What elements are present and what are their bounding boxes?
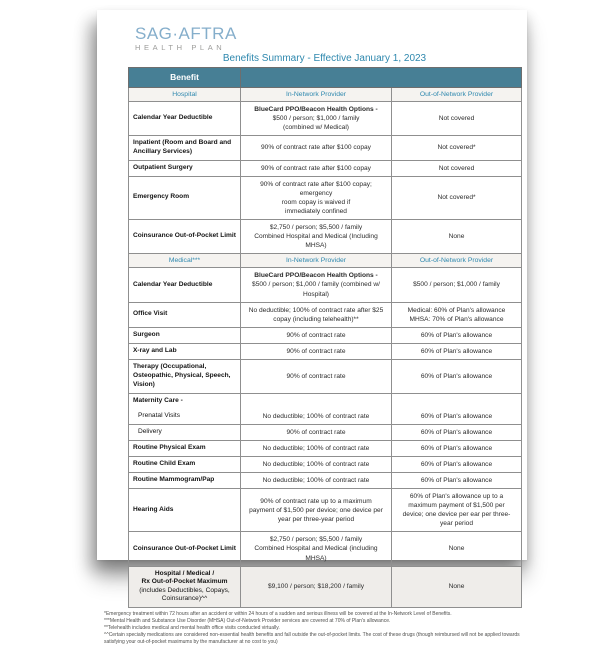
- benefit-label: Therapy (Occupational, Osteopathic, Physical, Speech, Vision): [129, 359, 241, 393]
- in-network-value: 90% of contract rate: [241, 343, 392, 359]
- in-network-value: 90% of contract rate: [241, 424, 392, 440]
- out-of-network-value: 60% of Plan's allowance: [392, 472, 522, 488]
- out-of-network-value: Medical: 60% of Plan's allowance MHSA: 70% of Plan's allowance: [392, 302, 522, 327]
- benefit-label: Routine Mammogram/Pap: [129, 472, 241, 488]
- section-header-cell: Out-of-Network Provider: [392, 254, 522, 268]
- table-row: [129, 532, 522, 566]
- in-network-value: 90% of contract rate up to a maximum payment of $1,500 per device; one device per year per three-year period: [241, 489, 392, 532]
- in-network-value: 90% of contract rate: [241, 359, 392, 393]
- footnote: ***Mental Health and Substance Use Disorder (MHSA) Out-of-Network Provider services are covered at 70% of Plan's allowance.: [104, 617, 391, 624]
- section-header-row: [129, 87, 522, 101]
- out-of-network-value: 60% of Plan's allowance: [392, 440, 522, 456]
- in-network-value: No deductible; 100% of contract rate: [241, 472, 392, 488]
- in-network-value: 90% of contract rate after $100 copay: [241, 160, 392, 176]
- section-header-row: [129, 254, 522, 268]
- benefit-label: Hearing Aids: [129, 489, 241, 532]
- in-network-value: 90% of contract rate: [241, 327, 392, 343]
- benefit-label: X-ray and Lab: [129, 343, 241, 359]
- benefit-label: Routine Physical Exam: [129, 440, 241, 456]
- in-network-value: $9,100 / person; $18,200 / family: [241, 566, 392, 607]
- out-of-network-value: 60% of Plan's allowance: [392, 409, 522, 425]
- benefit-label: Delivery: [129, 424, 241, 440]
- footnotes: [104, 611, 523, 646]
- benefit-header-spacer: [241, 67, 522, 87]
- table-row: [129, 359, 522, 393]
- section-header-cell: In-Network Provider: [241, 87, 392, 101]
- sag-aftra-logo: [135, 25, 527, 52]
- out-of-network-value: Not covered: [392, 160, 522, 176]
- table-row: [129, 489, 522, 532]
- out-of-network-value: Not covered*: [392, 176, 522, 219]
- table-row: [129, 101, 522, 135]
- footnote: ^^Certain specialty medications are considered non-essential health benefits and fall outside the out-of-pocket limits. The cost of these drugs (though reimbursed will not be applied towards satisfying your out-of-pocket maximums by the manufacturer at no cost to you): [104, 631, 520, 645]
- page-title: Benefits Summary - Effective January 1, 2023: [222, 52, 427, 64]
- benefit-label: Hospital / Medical / Rx Out-of-Pocket Maximum (includes Deductibles, Copays, Coinsurance)^^: [129, 566, 241, 607]
- in-network-value: No deductible; 100% of contract rate: [241, 456, 392, 472]
- benefit-label: Routine Child Exam: [129, 456, 241, 472]
- in-network-value: No deductible; 100% of contract rate after $25 copay (including telehealth)**: [241, 302, 392, 327]
- empty-cell: [241, 393, 392, 408]
- in-network-value: BlueCard PPO/Beacon Health Options - $500 / person; $1,000 / family (combined w/ Hospital): [241, 268, 392, 302]
- section-header-cell: Medical***: [129, 254, 241, 268]
- table-row: [129, 327, 522, 343]
- out-of-network-value: None: [392, 220, 522, 254]
- benefit-label: Office Visit: [129, 302, 241, 327]
- out-of-network-value: 60% of Plan's allowance: [392, 343, 522, 359]
- footnote: **Telehealth includes medical and mental health office visits conducted virtually.: [104, 624, 280, 631]
- group-label-row: [129, 393, 522, 408]
- in-network-value: $2,750 / person; $5,500 / family Combined Hospital and Medical (Including MHSA): [241, 220, 392, 254]
- table-row: [129, 268, 522, 302]
- in-network-value: 90% of contract rate after $100 copay: [241, 135, 392, 160]
- out-of-network-value: 60% of Plan's allowance: [392, 327, 522, 343]
- out-of-network-value: None: [392, 566, 522, 607]
- out-of-network-value: 60% of Plan's allowance: [392, 456, 522, 472]
- benefit-header-cell: Benefit: [129, 67, 241, 87]
- out-of-network-value: $500 / person; $1,000 / family: [392, 268, 522, 302]
- benefit-label: Outpatient Surgery: [129, 160, 241, 176]
- benefit-label: Calendar Year Deductible: [129, 101, 241, 135]
- logo-tagline: HEALTH PLAN: [135, 43, 226, 52]
- in-network-value: BlueCard PPO/Beacon Health Options - $500 / person; $1,000 / family (combined w/ Medical): [241, 101, 392, 135]
- table-row: [129, 176, 522, 219]
- benefit-label: Calendar Year Deductible: [129, 268, 241, 302]
- footnote: *Emergency treatment within 72 hours after an accident or within 24 hours of a sudden and serious illness will be covered at the In-Network Level of Benefits.: [104, 610, 452, 617]
- table-row: [129, 220, 522, 254]
- benefit-header-row: [129, 67, 522, 87]
- benefit-label: Prenatal Visits: [129, 409, 241, 425]
- table-row: [129, 343, 522, 359]
- document-page: [97, 10, 527, 645]
- empty-cell: [392, 393, 522, 408]
- out-of-network-value: Not covered*: [392, 135, 522, 160]
- logo-wordmark: SAG·AFTRA: [135, 24, 237, 43]
- in-network-value: No deductible; 100% of contract rate: [241, 409, 392, 425]
- in-network-value: 90% of contract rate after $100 copay; emergency room copay is waived if immediately confined: [241, 176, 392, 219]
- benefits-table: [128, 67, 522, 608]
- table-row: [129, 409, 522, 425]
- out-of-network-value: 60% of Plan's allowance: [392, 359, 522, 393]
- benefit-label: Coinsurance Out-of-Pocket Limit: [129, 220, 241, 254]
- table-row: [129, 456, 522, 472]
- in-network-value: No deductible; 100% of contract rate: [241, 440, 392, 456]
- in-network-value: $2,750 / person; $5,500 / family Combined Hospital and Medical (including MHSA): [241, 532, 392, 566]
- benefit-label: Inpatient (Room and Board and Ancillary Services): [129, 135, 241, 160]
- out-of-network-value: 60% of Plan's allowance up to a maximum payment of $1,500 per device; one device per ear per three-year period: [392, 489, 522, 532]
- table-row: [129, 302, 522, 327]
- out-of-network-value: 60% of Plan's allowance: [392, 424, 522, 440]
- table-row: [129, 135, 522, 160]
- benefit-label: Emergency Room: [129, 176, 241, 219]
- out-of-network-value: Not covered: [392, 101, 522, 135]
- benefit-label: Coinsurance Out-of-Pocket Limit: [129, 532, 241, 566]
- table-row: [129, 160, 522, 176]
- total-row: [129, 566, 522, 607]
- out-of-network-value: None: [392, 532, 522, 566]
- benefit-label: Maternity Care -: [129, 393, 241, 408]
- section-header-cell: In-Network Provider: [241, 254, 392, 268]
- table-row: [129, 472, 522, 488]
- table-row: [129, 424, 522, 440]
- section-header-cell: Out-of-Network Provider: [392, 87, 522, 101]
- section-header-cell: Hospital: [129, 87, 241, 101]
- benefit-label: Surgeon: [129, 327, 241, 343]
- table-row: [129, 440, 522, 456]
